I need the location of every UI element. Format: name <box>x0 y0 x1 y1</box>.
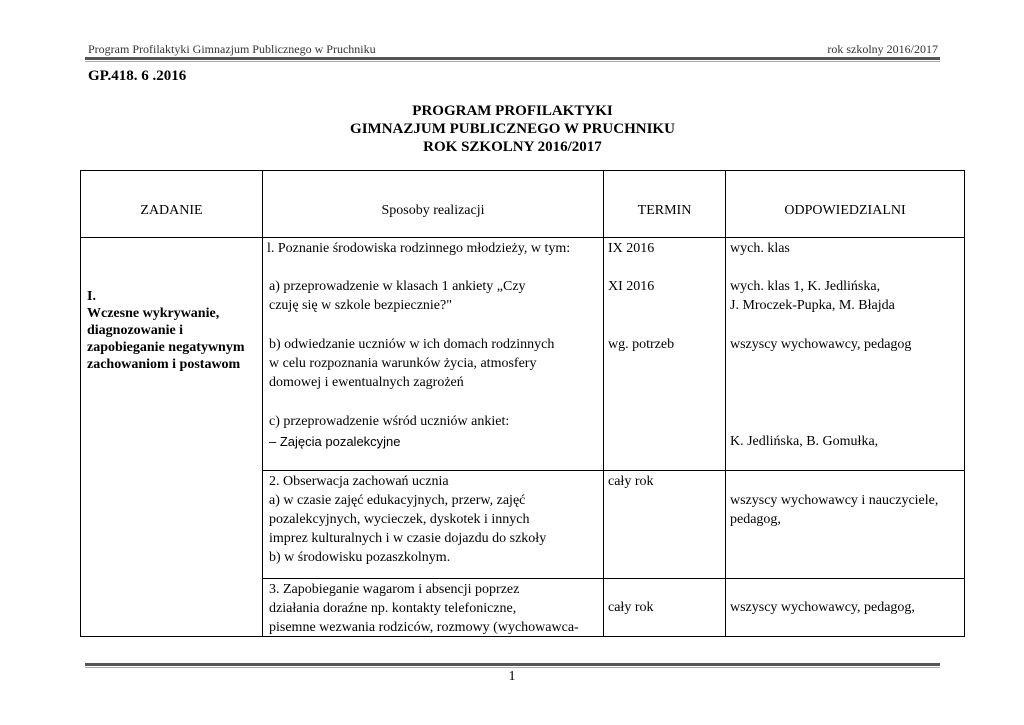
document-title <box>80 102 945 156</box>
term-value: wg. potrzeb <box>608 337 675 352</box>
task-line: zachowaniom i postawom <box>87 357 241 372</box>
term-cell <box>604 579 726 637</box>
responsible-line: wszyscy wychowawcy i nauczyciele, <box>730 493 939 508</box>
task-line: Wczesne wykrywanie, <box>87 306 220 321</box>
header-task: ZADANIE <box>81 171 263 238</box>
header-rule-thin <box>85 61 940 62</box>
term-value: XI 2016 <box>608 279 655 294</box>
responsible-cell <box>726 471 965 579</box>
footer-rule-thin <box>85 667 940 668</box>
method-line: 2. Obserwacja zachowań ucznia <box>269 474 449 489</box>
responsible-line: J. Mroczek-Pupka, M. Błajda <box>730 298 895 313</box>
task-line: diagnozowanie i <box>87 323 184 338</box>
term-value: IX 2016 <box>608 241 655 256</box>
document-reference-number: GP.418. 6 .2016 <box>88 68 187 84</box>
responsible-line: wych. klas <box>730 241 790 256</box>
task-number: I. <box>87 289 96 304</box>
title-line-3: ROK SZKOLNY 2016/2017 <box>423 139 602 155</box>
method-line: działania doraźne np. kontakty telefoniczne, <box>269 601 517 616</box>
method-line: w celu rozpoznania warunków życia, atmosfery <box>269 356 537 371</box>
responsible-line: pedagog, <box>730 512 781 527</box>
method-line: – Zajęcia pozalekcyjne <box>269 434 401 449</box>
methods-cell <box>263 579 604 637</box>
method-line: pisemne wezwania rodziców, rozmowy (wychowawca- <box>269 620 579 635</box>
running-header-title: Program Profilaktyki Gimnazjum Publicznego w Pruchniku <box>88 42 376 56</box>
responsible-line: wszyscy wychowawcy, pedagog, <box>730 600 915 615</box>
responsible-line: wszyscy wychowawcy, pedagog <box>730 337 912 352</box>
methods-cell <box>263 238 604 471</box>
method-line: l. Poznanie środowiska rodzinnego młodzieży, w tym: <box>267 241 571 256</box>
title-line-2: GIMNAZJUM PUBLICZNEGO W PRUCHNIKU <box>350 121 675 137</box>
task-line: zapobieganie negatywnym <box>87 340 245 355</box>
method-line: b) w środowisku pozaszkolnym. <box>269 550 451 565</box>
task-description <box>81 238 262 373</box>
task-cell <box>81 238 263 637</box>
responsible-cell <box>726 238 965 471</box>
table-row <box>81 238 965 471</box>
method-line: a) przeprowadzenie w klasach 1 ankiety „Czy <box>269 279 526 294</box>
footer-rule <box>85 663 940 666</box>
term-cell <box>604 238 726 471</box>
method-line: domowej i ewentualnych zagrożeń <box>269 375 464 390</box>
table-header-row <box>81 171 965 238</box>
header-rule <box>85 57 940 60</box>
program-table <box>80 170 965 637</box>
term-cell <box>604 471 726 579</box>
header-term: TERMIN <box>604 171 726 238</box>
method-line: imprez kulturalnych i w czasie dojazdu do szkoły <box>269 531 547 546</box>
method-line: czuję się w szkole bezpiecznie?" <box>269 298 452 313</box>
responsible-line: wych. klas 1, K. Jedlińska, <box>730 279 881 294</box>
term-value: cały rok <box>608 474 654 489</box>
title-line-1: PROGRAM PROFILAKTYKI <box>412 103 613 119</box>
responsible-line: K. Jedlińska, B. Gomułka, <box>730 434 879 449</box>
method-line: c) przeprowadzenie wśród uczniów ankiet: <box>269 414 510 429</box>
methods-cell <box>263 471 604 579</box>
method-line: a) w czasie zajęć edukacyjnych, przerw, zajęć <box>269 493 526 508</box>
header-methods: Sposoby realizacji <box>263 171 604 238</box>
page-number: 1 <box>508 669 516 684</box>
method-line: pozalekcyjnych, wycieczek, dyskotek i innych <box>269 512 530 527</box>
method-line: b) odwiedzanie uczniów w ich domach rodzinnych <box>269 337 555 352</box>
term-value: cały rok <box>608 600 654 615</box>
responsible-cell <box>726 579 965 637</box>
header-responsible: ODPOWIEDZIALNI <box>726 171 965 238</box>
method-line: 3. Zapobieganie wagarom i absencji poprzez <box>269 582 520 597</box>
running-header-year: rok szkolny 2016/2017 <box>827 42 938 56</box>
